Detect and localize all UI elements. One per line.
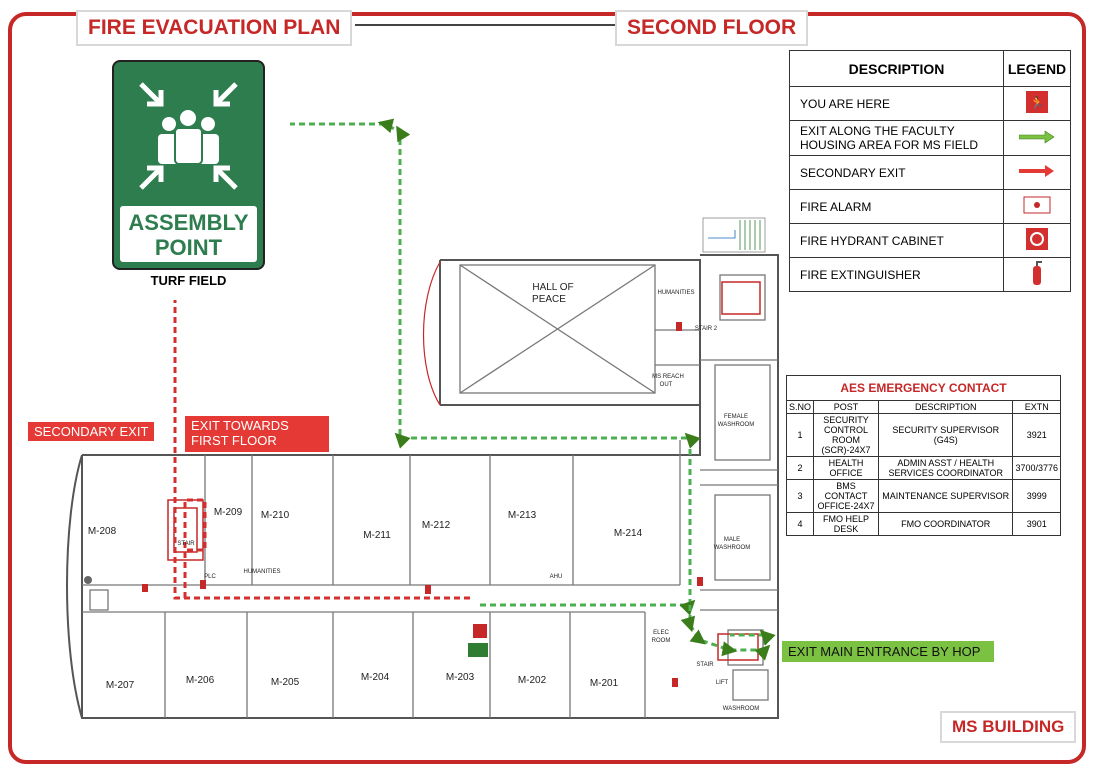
legend-row-text: FIRE HYDRANT CABINET <box>790 224 1004 258</box>
room-plc: PLC <box>204 574 216 580</box>
room-ms-reach-2: OUT <box>659 382 673 388</box>
legend-row-text: FIRE EXTINGUISHER <box>790 258 1004 292</box>
room-humanities-top: HUMANITIES <box>657 290 695 296</box>
room-m201: M-201 <box>589 678 619 689</box>
room-m203: M-203 <box>445 672 475 683</box>
assembly-line1: ASSEMBLY <box>128 210 249 235</box>
legend-row-icon-cell <box>1004 87 1071 121</box>
room-m207: M-207 <box>105 680 135 691</box>
room-stair-top: STAIR 2 <box>694 326 718 332</box>
room-hall-line2: PEACE <box>532 294 566 305</box>
legend-row-text: YOU ARE HERE <box>790 87 1004 121</box>
room-m213: M-213 <box>507 510 537 521</box>
contact-header-post: POST <box>814 401 879 414</box>
contact-cell: SECURITY CONTROL ROOM (SCR)-24X7 <box>814 414 879 457</box>
contact-header-description: DESCRIPTION <box>879 401 1013 414</box>
room-male-2: WASHROOM <box>713 545 751 551</box>
building-name: MS BUILDING <box>940 711 1076 743</box>
contact-cell: FMO COORDINATOR <box>879 513 1013 536</box>
room-humanities-bottom: HUMANITIES <box>243 569 281 575</box>
room-ms-reach-1: MS REACH <box>652 374 684 380</box>
room-female-1: FEMALE <box>723 414 749 420</box>
legend-row-icon-cell <box>1004 190 1071 224</box>
contact-cell: 3999 <box>1013 480 1061 513</box>
inner-walls <box>82 265 778 718</box>
contact-row <box>787 513 1061 536</box>
equipment-markers <box>142 322 703 687</box>
fire-alarm-icon <box>1023 196 1051 214</box>
contact-cell: BMS CONTACT OFFICE-24X7 <box>814 480 879 513</box>
room-hall-line1: HALL OF <box>532 282 574 293</box>
exit-first-floor-line1: EXIT TOWARDS <box>191 418 289 433</box>
contact-cell: MAINTENANCE SUPERVISOR <box>879 480 1013 513</box>
room-m211: M-211 <box>363 530 391 541</box>
legend-row-text: FIRE ALARM <box>790 190 1004 224</box>
contact-row <box>787 457 1061 480</box>
room-m212: M-212 <box>421 520 451 531</box>
contact-header-extn: EXTN <box>1013 401 1061 414</box>
you-are-here-icon <box>1026 91 1048 113</box>
room-m209: M-209 <box>213 507 243 518</box>
you-are-here-sign <box>468 643 488 657</box>
room-m205: M-205 <box>270 677 300 688</box>
fire-extinguisher-icon <box>1030 260 1044 286</box>
legend-header-legend: LEGEND <box>1004 51 1071 87</box>
svg-text:🏃: 🏃 <box>1029 96 1045 110</box>
legend-row-icon-cell <box>1004 224 1071 258</box>
room-male-1: MALE <box>723 537 741 543</box>
room-elec-1: ELEC <box>653 630 669 636</box>
legend-header-description: DESCRIPTION <box>790 51 1004 87</box>
room-m214: M-214 <box>613 528 643 539</box>
emergency-contact-table <box>786 375 1061 536</box>
column-marker <box>84 576 92 584</box>
plan-title: FIRE EVACUATION PLAN <box>76 10 352 46</box>
assembly-line2: POINT <box>154 235 223 260</box>
room-m204: M-204 <box>360 672 390 683</box>
red-stair-outlines <box>168 282 760 660</box>
floor-title: SECOND FLOOR <box>615 10 808 46</box>
contact-cell: ADMIN ASST / HEALTH SERVICES COORDINATOR <box>879 457 1013 480</box>
room-female-2: WASHROOM <box>717 422 755 428</box>
legend-table <box>789 50 1071 292</box>
room-ahu: AHU <box>549 574 563 580</box>
room-stair-bottom: STAIR <box>696 662 714 668</box>
building-walls <box>67 255 778 718</box>
room-m206: M-206 <box>185 675 215 686</box>
contact-cell: SECURITY SUPERVISOR (G4S) <box>879 414 1013 457</box>
room-elec-2: ROOM <box>651 638 671 644</box>
contact-cell: 3 <box>787 480 814 513</box>
contact-cell: 2 <box>787 457 814 480</box>
legend-row-text: EXIT ALONG THE FACULTY HOUSING AREA FOR MS FIELD <box>790 121 1004 156</box>
contact-header-sno: S.NO <box>787 401 814 414</box>
room-m208: M-208 <box>87 526 117 537</box>
contact-cell: 3921 <box>1013 414 1061 457</box>
contact-cell: 3700/3776 <box>1013 457 1061 480</box>
contact-cell: 4 <box>787 513 814 536</box>
exit-main-label: EXIT MAIN ENTRANCE BY HOP <box>782 641 994 662</box>
contact-row <box>787 480 1061 513</box>
room-m202: M-202 <box>517 675 547 686</box>
secondary-exit-label: SECONDARY EXIT <box>28 422 154 441</box>
stair-drawing <box>703 218 765 252</box>
assembly-caption: TURF FIELD <box>150 273 227 288</box>
green-arrow-icon <box>1019 130 1055 144</box>
legend-row-icon-cell <box>1004 121 1071 156</box>
legend-row-text: SECONDARY EXIT <box>790 156 1004 190</box>
contact-title: AES EMERGENCY CONTACT <box>787 376 1061 401</box>
room-lift: LIFT <box>715 680 729 686</box>
red-arrow-icon <box>1019 164 1055 178</box>
room-washroom: WASHROOM <box>722 706 760 712</box>
contact-cell: 1 <box>787 414 814 457</box>
contact-cell: FMO HELP DESK <box>814 513 879 536</box>
contact-cell: HEALTH OFFICE <box>814 457 879 480</box>
fire-hydrant-icon <box>1026 228 1048 250</box>
contact-cell: 3901 <box>1013 513 1061 536</box>
room-stair-left: STAIR <box>177 541 195 547</box>
exit-first-floor-label <box>185 416 329 452</box>
legend-row-icon-cell <box>1004 258 1071 292</box>
green-exit-route <box>290 124 765 650</box>
legend-row-icon-cell <box>1004 156 1071 190</box>
exit-first-floor-line2: FIRST FLOOR <box>191 433 277 448</box>
room-m210: M-210 <box>260 510 290 521</box>
contact-row <box>787 414 1061 457</box>
